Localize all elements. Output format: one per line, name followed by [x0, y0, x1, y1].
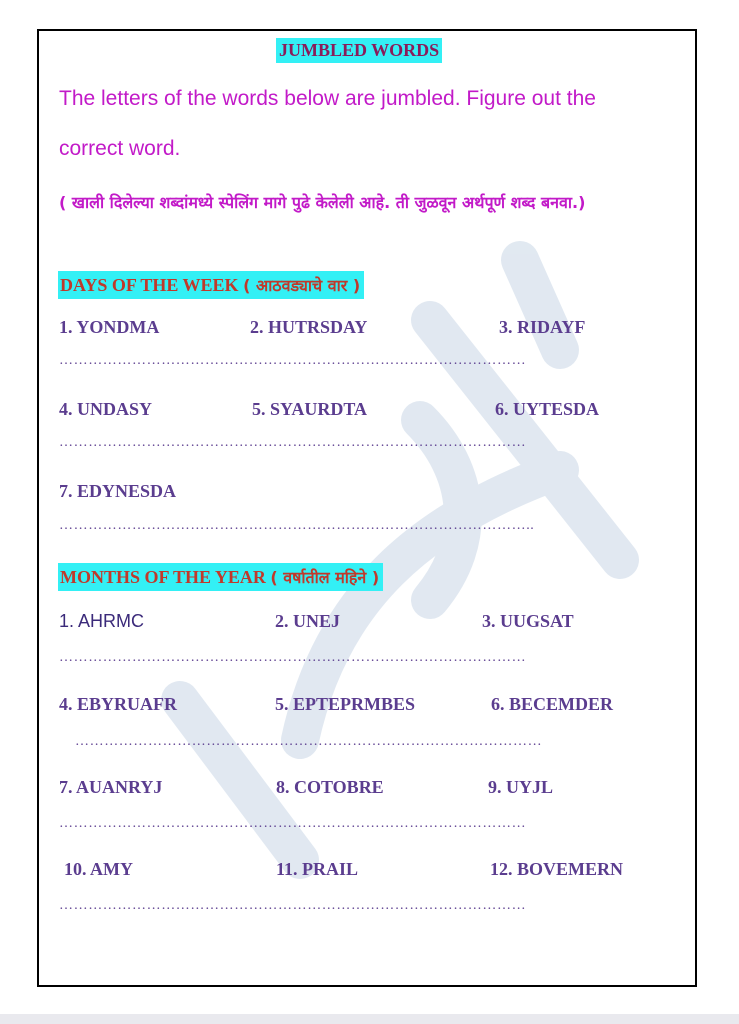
answer-line: …………………………………………………………………………………… — [59, 816, 527, 831]
days-heading-mr: ( आठवड्याचे वार ) — [243, 276, 361, 295]
months-heading-en: MONTHS OF THE YEAR — [60, 567, 266, 587]
worksheet-frame — [37, 29, 697, 987]
month-word-11: 11. PRAIL — [276, 859, 359, 879]
month-word-6: 6. BECEMDER — [491, 694, 614, 714]
months-heading-mr: ( वर्षातील महिने ) — [270, 568, 380, 587]
month-word-10: 10. AMY — [64, 859, 133, 879]
answer-line: …………………………………………………………………………………… — [59, 353, 527, 368]
month-word-12: 12. BOVEMERN — [490, 859, 624, 879]
month-word-2: 2. UNEJ — [275, 611, 341, 631]
month-word-5: 5. EPTEPRMBES — [275, 694, 416, 714]
day-word-3: 3. RIDAYF — [499, 317, 586, 337]
day-word-2: 2. HUTRSDAY — [250, 317, 368, 337]
answer-line: …………………………………………………………………………………… — [59, 435, 527, 450]
month-word-4: 4. EBYRUAFR — [59, 694, 178, 714]
answer-line: …………………………………………………………………………………… — [59, 650, 527, 665]
month-word-7: 7. AUANRYJ — [59, 777, 163, 797]
day-word-1: 1. YONDMA — [59, 317, 160, 337]
month-word-8: 8. COTOBRE — [276, 777, 384, 797]
page-title: JUMBLED WORDS — [276, 38, 442, 63]
answer-line: …………………………………………………………………………………….. — [59, 518, 535, 533]
month-word-1: 1. AHRMC — [59, 611, 145, 631]
days-heading — [58, 271, 364, 299]
days-heading-en: DAYS OF THE WEEK — [60, 275, 239, 295]
day-word-4: 4. UNDASY — [59, 399, 153, 419]
instruction-line-1: The letters of the words below are jumbled. Figure out the — [59, 87, 596, 110]
day-word-5: 5. SYAURDTA — [252, 399, 368, 419]
answer-line: …………………………………………………………………………………… — [59, 898, 527, 913]
instruction-line-2: correct word. — [59, 137, 181, 160]
day-word-6: 6. UYTESDA — [495, 399, 600, 419]
month-word-9: 9. UYJL — [488, 777, 554, 797]
month-word-3: 3. UUGSAT — [482, 611, 574, 631]
bottom-strip — [0, 1014, 739, 1024]
day-word-7: 7. EDYNESDA — [59, 481, 177, 501]
instruction-marathi: ( खाली दिलेल्या शब्दांमध्ये स्पेलिंग मागे पुढे केलेली आहे. ती जुळवून अर्थपूर्ण शब्द बनवा.) — [59, 193, 586, 212]
answer-line: …………………………………………………………………………………… — [75, 734, 543, 749]
months-heading — [58, 563, 383, 591]
